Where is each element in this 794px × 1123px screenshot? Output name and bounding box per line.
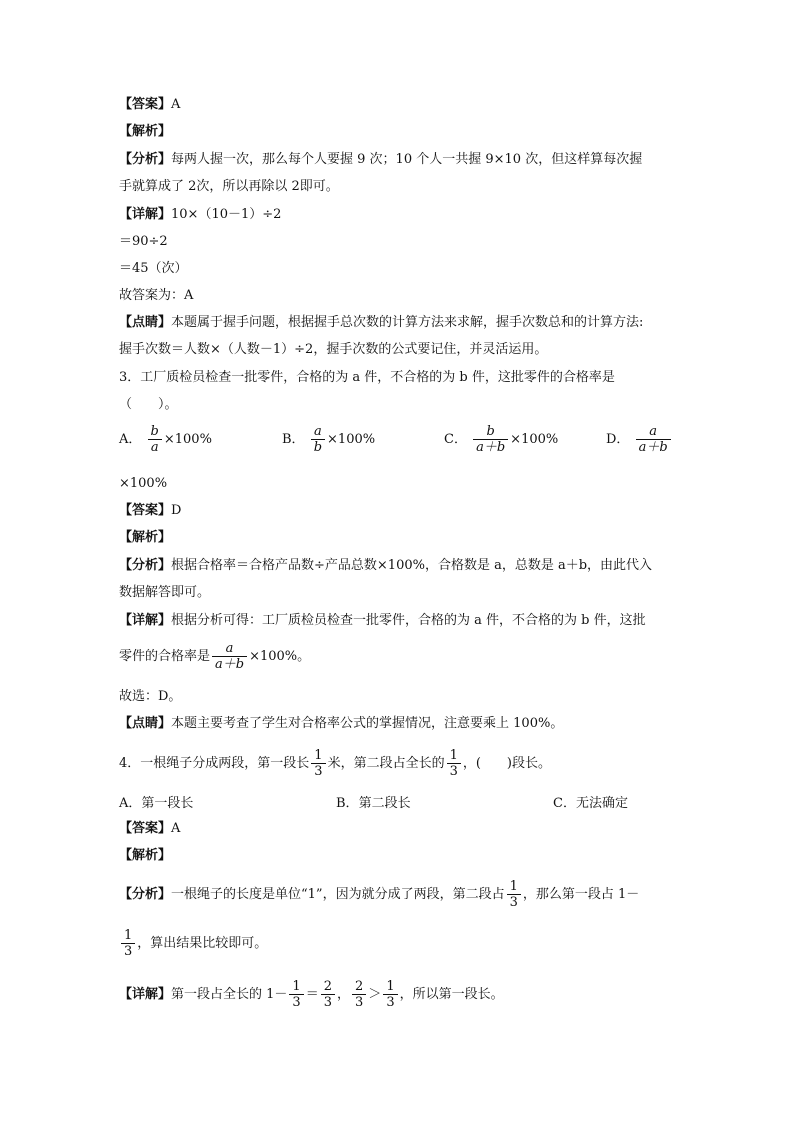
fraction: $\frac{a}{a+b}$ [212,641,247,672]
q3-option-d-wrap: ×100% [119,476,168,491]
q4-xiangjie-line [119,976,504,1014]
option-label: D． [606,432,630,447]
q2-dianjing-line-1 [119,313,643,333]
option-text: 第二段长 [358,796,411,811]
fraction: $\frac{a}{b}$ [311,424,325,455]
answer-label: 【答案】 [119,821,172,836]
fraction: $\frac{a}{a+b}$ [636,424,671,455]
fenxi-text: 每两人握一次，那么每个人要握 9 次；10 个人一共握 9×10 次，但这样算每次握 [171,152,643,167]
fraction: $\frac{1}{3}$ [507,879,521,910]
q3-stem-line-1: 3．工厂质检员检查一批零件，合格的为 a 件，不合格的为 b 件，这批零件的合格率是 [119,370,615,385]
q2-answer-line [119,95,180,115]
answer-value: A [171,97,181,112]
separator: ， [337,987,351,1002]
xiangjie-text: 第一段占全长的 1－ [171,987,288,1002]
xiangjie-text: ×100%。 [249,649,311,664]
fenxi-text: 根据合格率＝合格产品数÷产品总数×100%，合格数是 a，总数是 a＋b，由此代入 [171,558,653,573]
q2-final-answer: 故答案为：A [119,288,194,303]
fraction: $\frac{1}{3}$ [447,748,461,779]
xiangjie-label: 【详解】 [119,207,172,222]
q3-fenxi-line-1 [119,556,652,576]
q3-analysis-label: 【解析】 [119,530,172,545]
fraction: $\frac{2}{3}$ [352,979,366,1010]
fraction: $\frac{1}{3}$ [383,979,397,1010]
option-label: B． [336,796,359,811]
fraction: $\frac{b}{a}$ [148,424,162,455]
step-3: ＝45（次） [119,261,188,276]
q3-xiangjie-line-1 [119,611,646,631]
option-label: C． [553,796,576,811]
xiangjie-text: ，所以第一段长。 [399,987,504,1002]
dianjing-label: 【点睛】 [119,716,172,731]
q4-option-a [119,792,193,811]
fenxi-text: ，那么第一段占 1－ [522,887,640,902]
option-label: A． [119,796,142,811]
q2-fenxi-line-1 [119,150,642,170]
xiangjie-label: 【详解】 [119,613,172,628]
dianjing-text: 本题属于握手问题，根据握手总次数的计算方法来求解，握手次数总和的计算方法: [171,315,644,330]
fenxi-text: 一根绳子的长度是单位“1”，因为就分成了两段，第二段占 [171,887,505,902]
fraction: $\frac{2}{3}$ [321,979,335,1010]
step-2: ＝90÷2 [119,234,168,249]
answer-value: A [171,821,181,836]
fraction: $\frac{b}{a+b}$ [473,424,508,455]
option-label: C． [444,432,467,447]
fraction: $\frac{1}{3}$ [121,928,135,959]
q2-dianjing-line-2: 握手次数＝人数×（人数－1）÷2，握手次数的公式要记住，并灵活运用。 [119,342,548,357]
xiangjie-label: 【详解】 [119,987,172,1002]
q4-option-c [553,792,628,811]
q3-final-answer: 故选：D。 [119,689,182,704]
q2-analysis-label: 【解析】 [119,124,172,139]
fenxi-label: 【分析】 [119,887,172,902]
q3-option-a [119,424,212,455]
q3-xiangjie-line-2 [119,638,310,676]
q4-fenxi-line-2 [119,925,267,963]
option-text: 无法确定 [575,796,628,811]
stem-text: 米，第二段占全长的 [327,756,445,771]
q4-option-b [336,792,411,811]
xiangjie-text: 零件的合格率是 [119,649,211,664]
option-suffix: ×100% [163,432,212,447]
xiangjie-text: 根据分析可得：工厂质检员检查一批零件，合格的为 a 件，不合格的为 b 件，这批 [171,613,646,628]
q2-fenxi-line-2: 手就算成了 2次，所以再除以 2即可。 [119,179,339,194]
option-text: 第一段长 [141,796,194,811]
q3-option-c [444,424,558,455]
q3-stem-line-2: （ ）。 [119,397,178,412]
fraction: $\frac{1}{3}$ [311,748,325,779]
fenxi-label: 【分析】 [119,152,172,167]
fraction: $\frac{1}{3}$ [289,979,303,1010]
q4-fenxi-line-1 [119,876,639,914]
option-suffix: ×100% [510,432,559,447]
stem-text: ，( )段长。 [462,756,552,771]
q3-fenxi-line-2: 数据解答即可。 [119,585,211,600]
answer-label: 【答案】 [119,503,172,518]
step-1: 10×（10－1）÷2 [171,207,282,222]
q3-option-b [282,424,375,455]
fenxi-label: 【分析】 [119,558,172,573]
stem-text: 4．一根绳子分成两段，第一段长 [119,756,310,771]
answer-label: 【答案】 [119,97,172,112]
dianjing-text: 本题主要考查了学生对合格率公式的掌握情况，注意要乘上 100%。 [171,716,564,731]
option-suffix: ×100% [327,432,376,447]
equals-sign: ＝ [305,987,319,1002]
q3-dianjing-line [119,714,563,734]
q4-answer-line [119,819,180,839]
option-label: B． [282,432,305,447]
answer-value: D [171,503,182,518]
q4-analysis-label: 【解析】 [119,848,172,863]
q3-answer-line [119,501,181,521]
q3-option-d [606,424,673,455]
fenxi-text: ，算出结果比较即可。 [137,936,268,951]
q4-stem [119,745,551,783]
option-label: A． [119,432,142,447]
q2-xiangjie-line [119,205,281,225]
dianjing-label: 【点睛】 [119,315,172,330]
greater-than-sign: ＞ [368,987,382,1002]
